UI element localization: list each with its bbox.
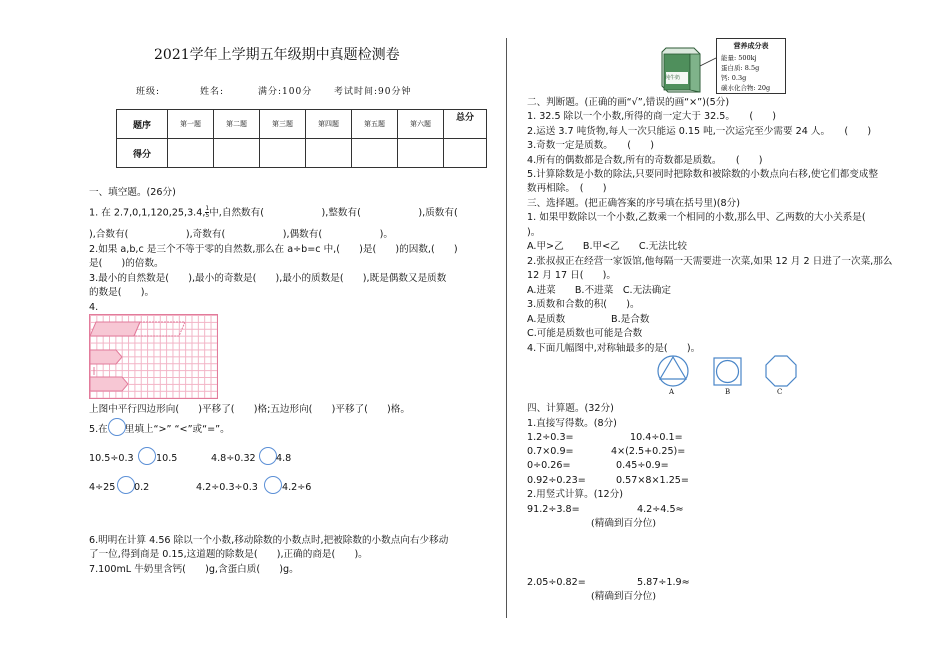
nutrition-calcium: 钙: 0.3g <box>721 74 747 82</box>
q1-part-b: 中,自然数有( ),整数有( ),质数有( <box>209 207 458 219</box>
col-1: 第一题 <box>168 110 214 139</box>
q2-line1: 2.如果 a,b,c 是三个不等于零的自然数,那么在 a÷b=c 中,( )是( )的因数,( ) <box>89 244 458 255</box>
shape-a-circle-triangle <box>656 354 692 388</box>
fraction-denominator: 5 <box>205 212 210 219</box>
choice-2-options: A.进菜 B.不进菜 C.无法确定 <box>527 285 671 296</box>
column-divider <box>506 38 507 618</box>
q5-r2a: 4÷25 <box>89 482 116 493</box>
pentagon-moved <box>90 377 128 391</box>
answer-circle[interactable] <box>259 447 277 465</box>
shape-c-octagon <box>764 354 798 388</box>
row-label-order: 题序 <box>117 110 168 139</box>
name-label: 姓名: <box>200 87 225 97</box>
section1-heading: 一、填空题。(26分) <box>89 187 176 198</box>
q5-r2d: 4.2÷6 <box>282 482 312 493</box>
calc-2-note1: (精确到百分位) <box>591 518 657 529</box>
q3-line1: 3.最小的自然数是( ),最小的奇数是( ),最小的质数是( ),既是偶数又是质数 <box>89 273 447 284</box>
nutrition-carbs: 碳水化合物: 20g <box>721 84 771 92</box>
section2-heading: 二、判断题。(正确的画“√”,错误的画“×”)(5分) <box>527 97 730 108</box>
nutrition-protein: 蛋白质: 8.5g <box>721 64 760 72</box>
calc-2-r2a: 2.05÷0.82= <box>527 577 586 588</box>
q5-part-a: 5.在 <box>89 424 108 435</box>
q1-part-a: 1. 在 2.7,0,1,120,25,3.4, <box>89 207 206 219</box>
judge-2: 2.运送 3.7 吨货物,每人一次只能运 0.15 吨,一次运完至少需要 24 人。 ( ) <box>527 126 872 137</box>
q4-text: 上图中平行四边形向( )平移了( )格;五边形向( )平移了( )格。 <box>89 404 410 415</box>
pentagon-original <box>90 350 122 364</box>
parallelogram-moved <box>134 322 185 336</box>
section3-heading: 三、选择题。(把正确答案的序号填在括号里)(8分) <box>527 198 740 209</box>
q5-r2c: 4.2÷0.3÷0.3 <box>196 482 258 493</box>
q6-line1: 6.明明在计算 4.56 除以一个小数,移动除数的小数点时,把被除数的小数点向右少移动 <box>89 535 449 546</box>
col-3: 第三题 <box>260 110 306 139</box>
q5-r1a: 10.5÷0.3 <box>89 453 134 464</box>
score-cell[interactable] <box>260 139 306 168</box>
answer-circle[interactable] <box>117 476 135 494</box>
q3-line2: 的数是( )。 <box>89 287 155 298</box>
calc-1-r3b: 0.45÷0.9= <box>616 460 669 471</box>
score-cell[interactable] <box>398 139 444 168</box>
q5-r1b: 10.5 <box>156 453 178 464</box>
page-title: 2021学年上学期五年级期中真题检测卷 <box>154 47 400 63</box>
q1-line1 <box>89 206 458 221</box>
score-cell[interactable] <box>214 139 260 168</box>
shape-c-label: C <box>777 388 783 396</box>
exam-time: 考试时间:90分钟 <box>334 87 412 97</box>
calc-1-r1a: 1.2÷0.3= <box>527 432 574 443</box>
calc-1-r1b: 10.4÷0.1= <box>630 432 683 443</box>
col-5: 第五题 <box>352 110 398 139</box>
calc-2-r1a: 91.2÷3.8= <box>527 504 580 515</box>
score-cell[interactable] <box>306 139 352 168</box>
choice-2-line2: 12 月 17 日( )。 <box>527 270 617 281</box>
score-cell[interactable] <box>444 139 487 168</box>
full-score: 满分:100分 <box>258 87 313 97</box>
answer-circle[interactable] <box>138 447 156 465</box>
carton-brand: 纯牛奶 <box>665 75 681 81</box>
shape-b-square-circle <box>712 356 744 388</box>
milk-carton-icon <box>660 42 702 94</box>
calc-2-heading: 2.用竖式计算。(12分) <box>527 489 624 500</box>
q5-r1d: 4.8 <box>276 453 292 464</box>
choice-3-option-c: C.可能是质数也可能是合数 <box>527 328 643 339</box>
judge-4: 4.所有的偶数都是合数,所有的奇数都是质数。 ( ) <box>527 155 763 166</box>
score-table <box>116 109 487 168</box>
choice-2-line1: 2.张叔叔正在经营一家饭馆,他每隔一天需要进一次菜,如果 12 月 2 日进了一次菜,那么 <box>527 256 893 267</box>
parallelogram-original <box>90 322 140 336</box>
calc-1-r2a: 0.7×0.9= <box>527 446 574 457</box>
milk-carton-image <box>660 42 702 94</box>
row-label-score: 得分 <box>117 139 168 168</box>
q1-line2: ),合数有( ),奇数有( ),偶数有( )。 <box>89 229 393 240</box>
choice-3: 3.质数和合数的积( )。 <box>527 299 640 310</box>
section4-heading: 四、计算题。(32分) <box>527 403 614 414</box>
calc-1-heading: 1.直接写得数。(8分) <box>527 418 617 429</box>
calc-2-note2: (精确到百分位) <box>591 591 657 602</box>
nutrition-energy: 能量: 500kj <box>721 54 757 62</box>
shape-a-label: A <box>669 388 675 396</box>
calc-1-r3a: 0÷0.26= <box>527 460 571 471</box>
col-2: 第二题 <box>214 110 260 139</box>
col-4: 第四题 <box>306 110 352 139</box>
choice-1-line2: )。 <box>527 227 541 238</box>
score-cell[interactable] <box>168 139 214 168</box>
choice-3-option-a: A.是质数 <box>527 314 566 325</box>
score-cell[interactable] <box>352 139 398 168</box>
q7: 7.100mL 牛奶里含钙( )g,含蛋白质( )g。 <box>89 564 299 575</box>
judge-1: 1. 32.5 除以一个小数,所得的商一定大于 32.5。 ( ) <box>527 111 777 122</box>
q5-part-b: 里填上“>” “<”或“=”。 <box>124 424 230 435</box>
q6-line2: 了一位,得到商是 0.15,这道题的除数是( ),正确的商是( )。 <box>89 549 368 560</box>
choice-1-line1: 1. 如果甲数除以一个小数,乙数乘一个相同的小数,那么甲、乙两数的大小关系是( <box>527 212 866 223</box>
compare-circle-icon <box>108 418 126 436</box>
nutrition-title: 营养成分表 <box>733 41 769 50</box>
col-6: 第六题 <box>398 110 444 139</box>
fraction-numerator: 1 <box>205 205 210 212</box>
translation-grid <box>89 314 218 399</box>
nutrition-facts-box <box>716 38 786 94</box>
q2-line2: 是( )的倍数。 <box>89 258 164 269</box>
judge-5-line2: 数再相除。 ( ) <box>527 183 607 194</box>
calc-2-r1b: 4.2÷4.5≈ <box>637 504 684 515</box>
judge-3: 3.奇数一定是质数。 ( ) <box>527 140 654 151</box>
q5-r1c: 4.8÷0.32 <box>211 453 256 464</box>
q4-label: 4. <box>89 302 99 313</box>
calc-1-r4b: 0.57×8×1.25= <box>616 475 689 486</box>
class-label: 班级: <box>136 87 161 97</box>
q5-r2b: 0.2 <box>134 482 150 493</box>
shape-b-label: B <box>725 388 731 396</box>
choice-4: 4.下面几幅图中,对称轴最多的是( )。 <box>527 343 701 354</box>
calc-2-r2b: 5.87÷1.9≈ <box>637 577 690 588</box>
grid-shapes <box>90 315 217 398</box>
calc-1-r4a: 0.92÷0.23= <box>527 475 586 486</box>
choice-1-options: A.甲>乙 B.甲<乙 C.无法比较 <box>527 241 688 252</box>
answer-circle[interactable] <box>264 476 282 494</box>
judge-5-line1: 5.计算除数是小数的除法,只要同时把除数和被除数的小数点向右移,使它们都变成整 <box>527 169 879 180</box>
total-label: 总分 <box>444 110 487 139</box>
calc-1-r2b: 4×(2.5+0.25)= <box>611 446 686 457</box>
choice-3-option-b: B.是合数 <box>611 314 650 325</box>
